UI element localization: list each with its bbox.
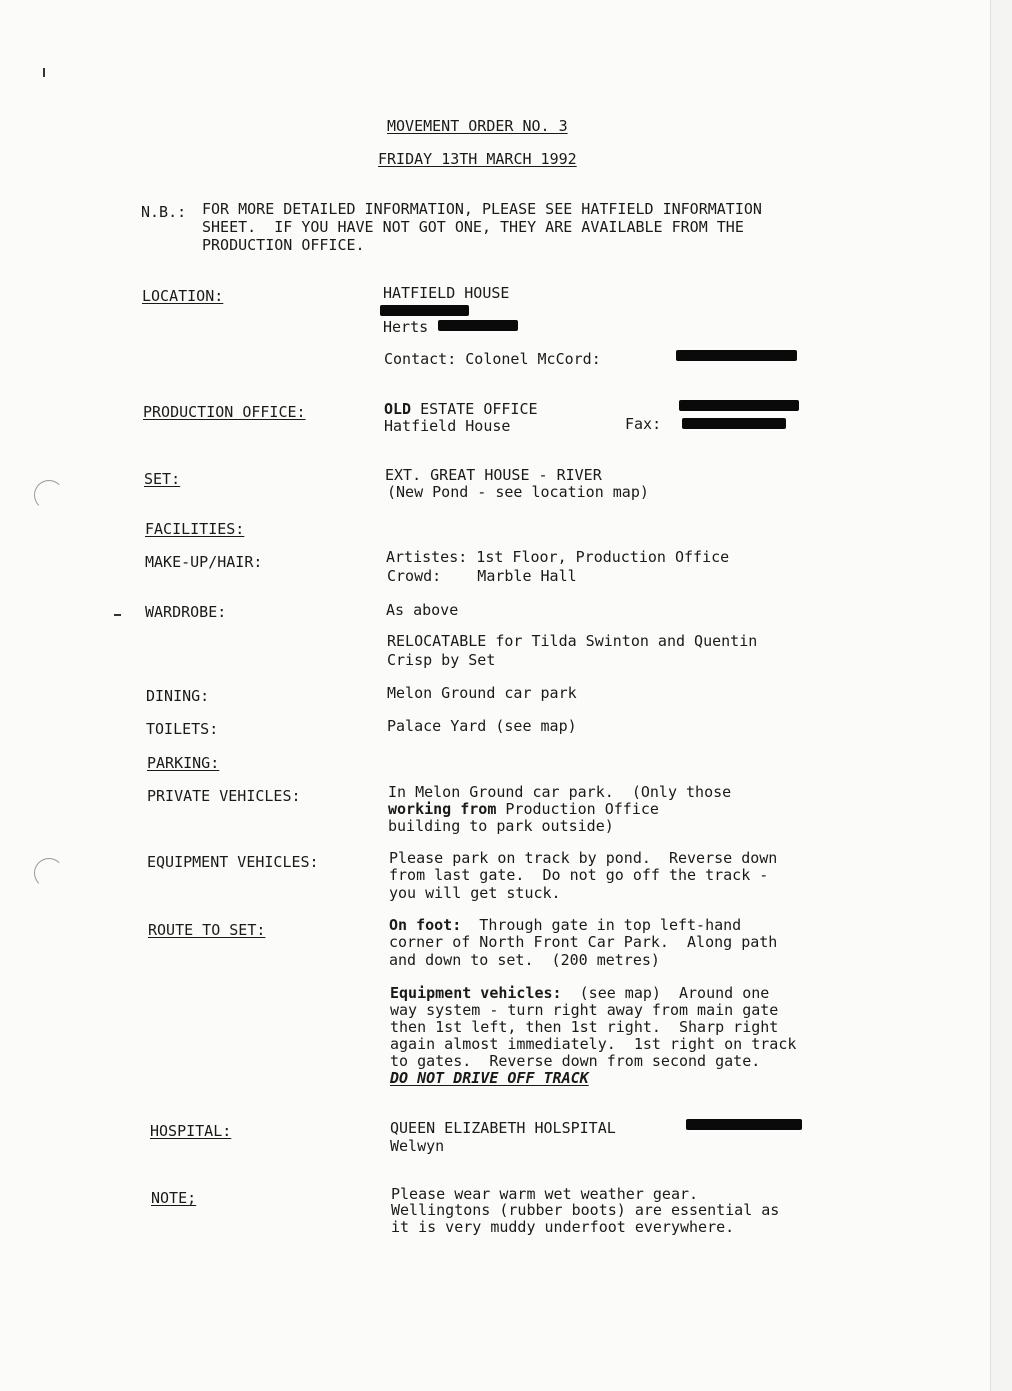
route-vehicles-line-1 bbox=[390, 985, 769, 1002]
nb-line-2: SHEET. IF YOU HAVE NOT GOT ONE, THEY ARE AVAILABLE FROM THE bbox=[202, 218, 744, 236]
hospital-line-2: Welwyn bbox=[390, 1137, 445, 1155]
route-vehicles-text: (see map) Around one bbox=[561, 984, 770, 1002]
location-name: HATFIELD HOUSE bbox=[383, 284, 510, 302]
redaction-contact-phone bbox=[676, 350, 797, 361]
route-warning: DO NOT DRIVE OFF TRACK bbox=[390, 1069, 589, 1087]
document-title: MOVEMENT ORDER NO. 3 bbox=[387, 117, 568, 135]
document-date: FRIDAY 13TH MARCH 1992 bbox=[378, 150, 577, 168]
wardrobe-line-1: As above bbox=[386, 601, 459, 619]
redaction-postcode bbox=[438, 320, 518, 331]
note-line-3: it is very muddy underfoot everywhere. bbox=[391, 1218, 735, 1236]
production-office-line-2: Hatfield House bbox=[384, 417, 511, 435]
private-vehicles-line-3: building to park outside) bbox=[388, 817, 614, 835]
makeup-line-1: Artistes: 1st Floor, Production Office bbox=[386, 548, 730, 566]
toilets-label: TOILETS: bbox=[146, 720, 219, 738]
set-label: SET: bbox=[144, 470, 181, 488]
makeup-line-2: Crowd: Marble Hall bbox=[387, 567, 577, 585]
private-vehicles-working-from: working from bbox=[388, 800, 497, 818]
redaction-fax bbox=[682, 418, 786, 429]
wardrobe-label: WARDROBE: bbox=[145, 603, 227, 621]
location-contact: Contact: Colonel McCord: bbox=[384, 350, 601, 368]
note-line-1: Please wear warm wet weather gear. bbox=[391, 1185, 699, 1203]
nb-line-1: FOR MORE DETAILED INFORMATION, PLEASE SEE HATFIELD INFORMATION bbox=[202, 200, 762, 218]
redaction-address bbox=[380, 305, 469, 316]
location-label: LOCATION: bbox=[142, 287, 224, 305]
location-county: Herts bbox=[383, 318, 429, 336]
private-vehicles-line-2 bbox=[388, 801, 659, 818]
wardrobe-line-2: RELOCATABLE for Tilda Swinton and Quentin bbox=[387, 632, 758, 650]
route-equipment-vehicles-label: Equipment vehicles: bbox=[390, 984, 562, 1002]
route-on-foot-label: On foot: bbox=[389, 916, 462, 934]
parking-label: PARKING: bbox=[147, 754, 220, 772]
nb-label: N.B.: bbox=[141, 203, 187, 221]
wardrobe-line-3: Crisp by Set bbox=[387, 651, 496, 669]
hospital-line-1: QUEEN ELIZABETH HOLSPITAL bbox=[390, 1119, 616, 1137]
route-vehicles-line-4: again almost immediately. 1st right on track bbox=[390, 1035, 797, 1053]
hospital-label: HOSPITAL: bbox=[150, 1122, 232, 1140]
equipment-vehicles-label: EQUIPMENT VEHICLES: bbox=[147, 853, 319, 871]
dining-label: DINING: bbox=[146, 687, 210, 705]
redaction-hospital-phone bbox=[686, 1119, 802, 1130]
equipment-vehicles-line-2: from last gate. Do not go off the track - bbox=[389, 866, 769, 884]
dining-value: Melon Ground car park bbox=[387, 684, 577, 702]
route-vehicles-line-5: to gates. Reverse down from second gate. bbox=[390, 1052, 761, 1070]
production-office-fax-label: Fax: bbox=[625, 415, 662, 433]
equipment-vehicles-line-1: Please park on track by pond. Reverse down bbox=[389, 849, 778, 867]
nb-line-3: PRODUCTION OFFICE. bbox=[202, 236, 365, 254]
ink-speck bbox=[43, 68, 45, 77]
set-line-2: (New Pond - see location map) bbox=[387, 483, 649, 501]
private-vehicles-line-1: In Melon Ground car park. (Only those bbox=[388, 783, 732, 801]
production-office-label: PRODUCTION OFFICE: bbox=[143, 403, 306, 421]
toilets-value: Palace Yard (see map) bbox=[387, 717, 577, 735]
punch-hole-upper bbox=[34, 480, 64, 510]
route-foot-text: Through gate in top left-hand bbox=[461, 916, 742, 934]
private-vehicles-label: PRIVATE VEHICLES: bbox=[147, 787, 301, 805]
equipment-vehicles-line-3: you will get stuck. bbox=[389, 884, 561, 902]
production-office-old: OLD bbox=[384, 400, 412, 418]
punch-hole-lower bbox=[34, 858, 64, 888]
redaction-office-phone bbox=[679, 400, 799, 411]
facilities-label: FACILITIES: bbox=[145, 520, 245, 538]
production-office-line-1 bbox=[384, 401, 538, 418]
production-office-estate: ESTATE OFFICE bbox=[411, 400, 538, 418]
note-label: NOTE; bbox=[151, 1189, 197, 1207]
route-vehicles-line-3: then 1st left, then 1st right. Sharp right bbox=[390, 1018, 779, 1036]
route-label: ROUTE TO SET: bbox=[148, 921, 266, 939]
note-line-2: Wellingtons (rubber boots) are essential as bbox=[391, 1201, 780, 1219]
private-vehicles-office: Production Office bbox=[496, 800, 659, 818]
set-line-1: EXT. GREAT HOUSE - RIVER bbox=[385, 466, 602, 484]
route-vehicles-line-2: way system - turn right away from main gate bbox=[390, 1001, 779, 1019]
ink-dash bbox=[114, 614, 121, 616]
route-foot-line-2: corner of North Front Car Park. Along path bbox=[389, 933, 778, 951]
route-foot-line-1 bbox=[389, 917, 741, 934]
route-foot-line-3: and down to set. (200 metres) bbox=[389, 951, 660, 969]
makeup-label: MAKE-UP/HAIR: bbox=[145, 553, 263, 571]
